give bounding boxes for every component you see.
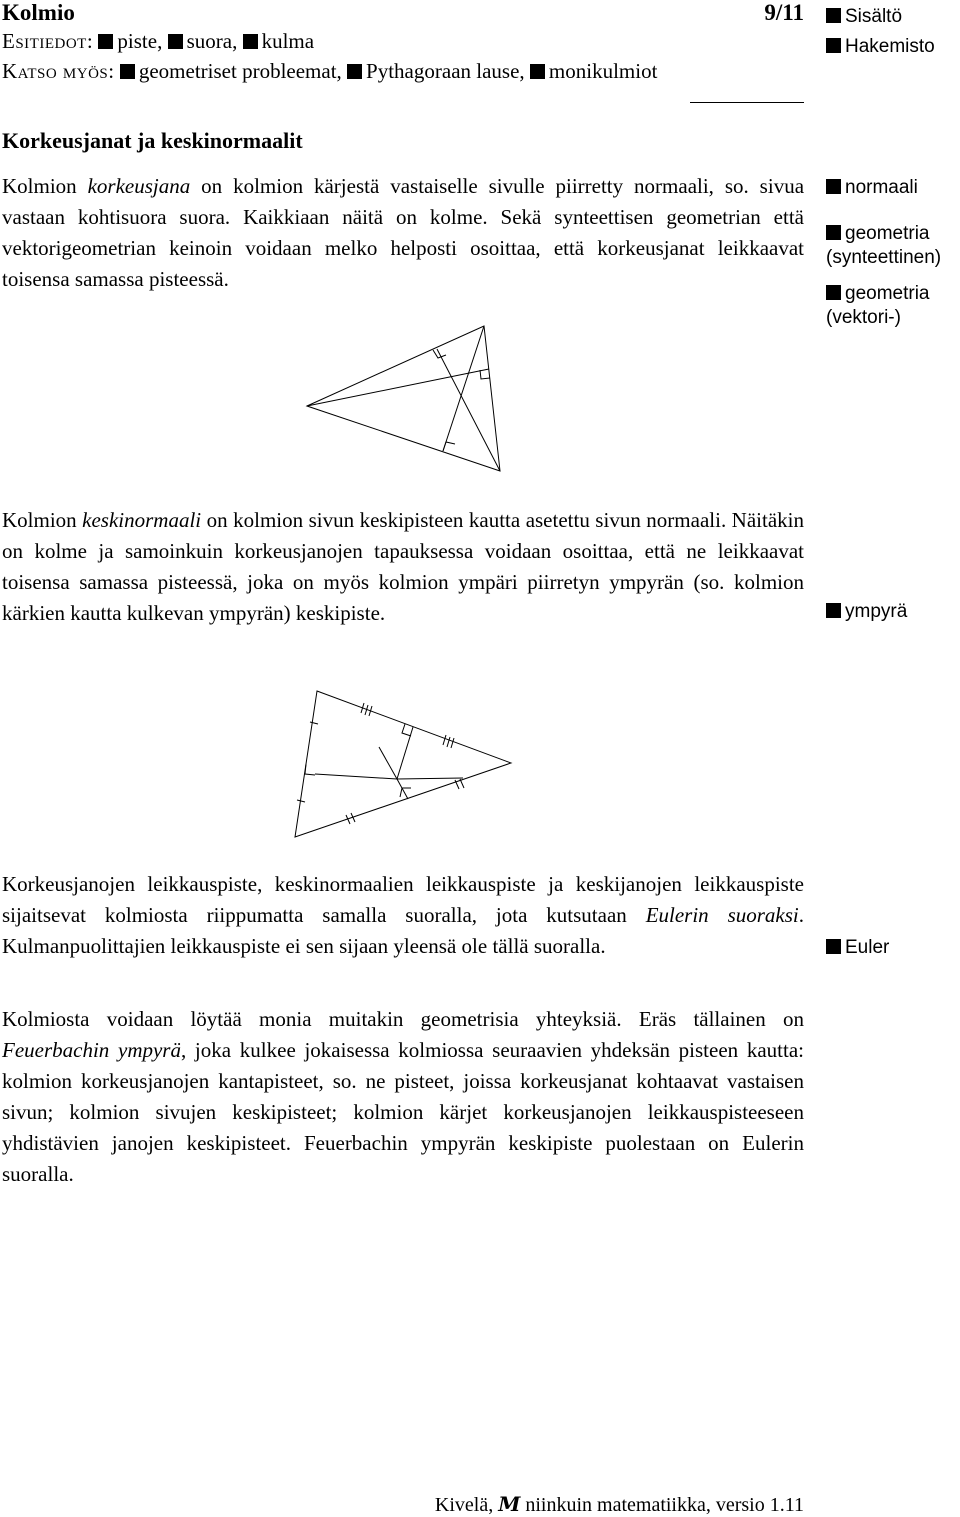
paragraph-perpendicular-bisectors: Kolmion keskinormaali on kolmion sivun keskipisteen kautta asetettu sivun normaali. Näitäkin on kolme ja samoinkuin korkeusjanojen tapauksessa voidaan osoittaa, että ne leikkaavat toisensa samassa pisteessä, joka on myös kolmion ympäri piirretyn ympyrän (so. kolmion kärkien kautta kulkevan ympyrän) keskipiste. [2,508,804,625]
sidebar-link-ympyra[interactable]: ympyrä [826,600,907,624]
tick-mark [310,722,318,724]
perp-bisector-5 [397,779,408,799]
term-eulerin-suora: Eulerin suoraksi [645,903,799,927]
page-title: Kolmio [2,0,75,25]
sidebar-link-geometria-synteettinen[interactable]: geometria (synteettinen) [826,223,942,268]
prereq-link-suora[interactable]: suora [168,29,233,53]
see-also-link-pythagoraan-lause[interactable]: Pythagoraan lause [347,59,519,83]
page-number: 9/11 [764,0,804,25]
prereq-link-piste[interactable]: piste [98,29,157,53]
perp-bisector-4 [397,778,463,779]
paragraph-euler-line: Korkeusjanojen leikkauspiste, keskinormaalien leikkauspiste ja keskijanojen leikkauspiste sijaitsevat kolmiosta riippumatta samalla suoralla, jota kutsutaan Eulerin suoraksi. Kulmanpuolittajien leikkauspiste ei sen sijaan yleensä ole tällä suoralla. [2,872,804,958]
tick-mark [361,703,372,716]
right-angle-mark [400,788,411,797]
term-korkeusjana: korkeusjana [87,174,191,198]
sidebar-link-geometria-vektori[interactable]: geometria (vektori-) [826,283,930,328]
perp-bisector-1 [397,727,413,779]
triangle-bisectors [295,691,511,837]
term-feuerbachin-ympyra: Feuerbachin ympyrä [2,1038,181,1062]
sidebar-link-euler[interactable]: Euler [826,936,889,960]
prerequisites-line: Esitiedot: piste, suora, kulma [2,29,315,53]
term-keskinormaali: keskinormaali [82,508,202,532]
perp-bisector-3 [379,747,397,779]
footer-text: niinkuin matematiikka, versio 1.11 [525,1494,804,1516]
sidebar-link-normaali[interactable]: normaali [826,176,918,200]
perp-bisector-2 [315,774,397,779]
prerequisites-label: Esitiedot: [2,29,94,53]
footer-author: Kivelä, [434,1494,494,1516]
section-title: Korkeusjanat ja keskinormaalit [2,128,303,153]
see-also-link-monikulmiot[interactable]: monikulmiot [530,59,658,83]
nav-contents-link[interactable]: Sisältö [826,2,935,32]
footer [384,1492,804,1517]
footer-logo: M [498,1492,521,1516]
prereq-link-kulma[interactable]: kulma [243,29,315,53]
see-also-link-geometriset-probleemat[interactable]: geometriset probleemat [120,59,337,83]
right-angle-mark [305,764,315,775]
link-marker-icon [826,939,841,954]
paragraph-altitudes: Kolmion korkeusjana on kolmion kärjestä vastaiselle sivulle piirretty normaali, so. sivua vastaan kohtisuora suora. Kaikkiaan näitä on kolme. Sekä synteettisen geometrian että vektorigeometrian keinoin voidaan melko helposti osoittaa, että korkeusjanat leikkaavat toisensa samassa pisteessä. [2,174,805,291]
see-also-line: Katso myös: geometriset probleemat, Pythagoraan lause, monikulmiot [2,59,658,83]
see-also-label: Katso myös: [2,59,115,83]
nav-index-link[interactable]: Hakemisto [826,32,935,62]
paragraph-feuerbach: Kolmiosta voidaan löytää monia muitakin geometrisia yhteyksiä. Eräs tällainen on Feuerbachin ympyrä, joka kulkee jokaisessa kolmiossa seuraavien yhdeksän pisteen kautta: kolmion korkeusjanojen kantapisteet, so. ne pisteet, joissa korkeusjanat kohtaavat vastaisen sivun; kolmion sivujen keskipisteet; kolmion kärjet korkeusjanojen leikkauspisteeseen yhdistävien janojen keskipisteet. Feuerbachin ympyrän keskipiste puolestaan on Eulerin suoralla. [2,1007,804,1186]
